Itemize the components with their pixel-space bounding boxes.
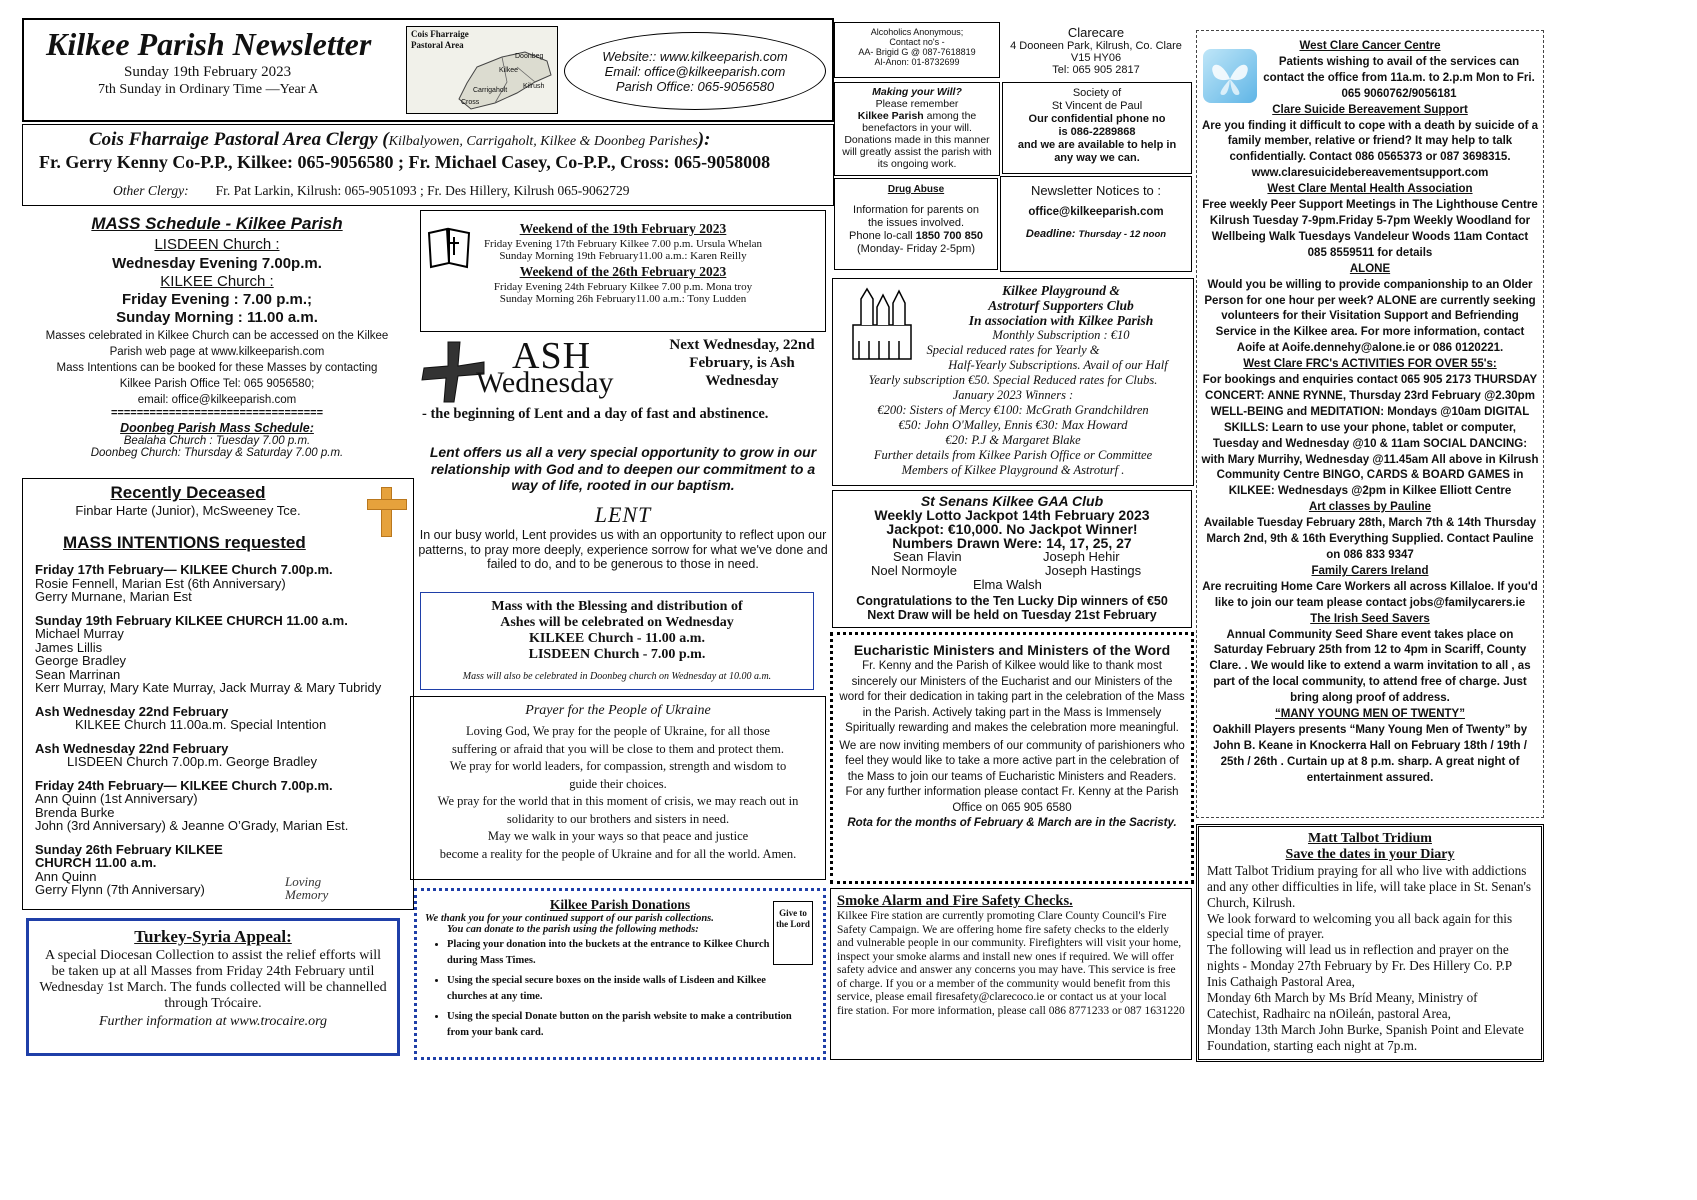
clergy-title: Cois Fharraige Pastoral Area Clergy (Kilbalyowen, Carrigaholt, Kilkee & Doonbeg Parishes): [89, 129, 711, 150]
church-icon [847, 285, 917, 361]
playground-supporters-club [832, 278, 1194, 486]
contact-oval [564, 32, 826, 110]
doonbeg-bealaha: Bealaha Church : Tuesday 7.00 p.m. [123, 435, 311, 447]
parish-office-phone: Parish Office: 065-9056580 [615, 79, 775, 94]
svp-line-1: Society of [1072, 87, 1122, 99]
recently-deceased-names: Finbar Harte (Junior), McSweeney Tce. [75, 503, 301, 518]
alone-title: ALONE [1349, 262, 1391, 275]
intention-entry: Michael Murray [35, 626, 124, 641]
mass-access-note: Masses celebrated in Kilkee Church can be accessed on the Kilkee Parish web page at www.kilkeeparish.com Mass Intentions can be booked for these Masses by contacting Kilkee Parish Office Tel: 065 9056580; email: office@kilkeeparish.com [45, 330, 389, 406]
notices-title: Newsletter Notices to : [1030, 183, 1162, 198]
turkey-syria-title: Turkey-Syria Appeal: [134, 927, 292, 946]
newsletter-date: Sunday 19th February 2023 [124, 64, 292, 80]
other-clergy: Other Clergy: Fr. Pat Larkin, Kilrush: 065-9051093 ; Fr. Des Hillery, Kilrush 065-9062729 [113, 183, 630, 198]
gaa-jackpot: Jackpot: €10,000. No Jackpot Winner! [886, 521, 1138, 537]
intention-entry: Ann Quinn [35, 868, 97, 884]
donation-method: • Placing your donation into the buckets at the entrance to Kilkee Church during Mass Times. [447, 937, 797, 969]
matt-talbot-tridium [1196, 824, 1544, 1062]
newsletter-notices [1000, 176, 1192, 272]
donation-methods [425, 937, 797, 1041]
frc-title: West Clare FRC's ACTIVITIES FOR OVER 55's: [1243, 358, 1497, 371]
map-place-carrigaholt: Carrigaholt [473, 87, 508, 94]
ash-wednesday-section [416, 336, 830, 588]
smoke-alarm-safety [830, 888, 1192, 1060]
map-place-cross: Cross [461, 99, 480, 106]
map-place-kilrush: Kilrush [523, 83, 545, 90]
playground-association: In association with Kilkee Parish [968, 313, 1154, 328]
weekend-2-sunday: Sunday Morning 26h February11.00 a.m.: Tony Ludden [499, 293, 747, 305]
will-title: Making your Will? [872, 86, 962, 98]
weekend-2-friday: Friday Evening 24th February Kilkee 7.00 p.m. Mona troy [493, 281, 753, 293]
kilkee-friday: Friday Evening : 7.00 p.m.; [121, 291, 313, 308]
gaa-lotto-date: Weekly Lotto Jackpot 14th February 2023 [874, 507, 1150, 523]
frc-body: For bookings and enquiries contact 065 905 2173 THURSDAY CONCERT: ANNE RYNNE, Thursday 23rd February @2.30pm WELL-BEING and MEDITATION: Mondays @10am DIGITAL SKILLS: Learn to use your phone, tablet or computer, Tuesday and Wednesday @10 & 11am SOCIAL DANCING: with Mary Murrihy, Wednesday @11.45am All above in Kilrush Community Centre BINGO, CARDS & BOARD GAMES in KILKEE: Wednesdays @2pm in Kilkee Elliott Centre [1201, 374, 1539, 498]
cancer-centre-title: West Clare Cancer Centre [1299, 40, 1441, 52]
trocaire-link[interactable]: Further information at www.trocaire.org [98, 1014, 328, 1029]
intention-entry: George Bradley [35, 653, 127, 668]
family-carers-body: Are recruiting Home Care Workers all across Killaloe. If you'd like to join our team please contact jobs@familycarers.ie [1202, 580, 1538, 609]
co-pp-clergy: Fr. Gerry Kenny Co-P.P., Kilkee: 065-9056580 ; Fr. Michael Casey, Co-P.P., Cross: 065-9058008 [39, 152, 771, 172]
ashes-line-2: Ashes will be celebrated on Wednesday [500, 615, 734, 630]
mass-schedule-title: MASS Schedule - Kilkee Parish [91, 214, 343, 233]
svp-line-6: any way we can. [1054, 152, 1140, 164]
masthead [22, 18, 834, 122]
deceased-panel [22, 478, 414, 910]
ashes-lisdeen-time: LISDEEN Church - 7.00 p.m. [528, 647, 706, 662]
playground-winners-title: January 2023 Winners : [952, 388, 1074, 402]
parish-donations [414, 888, 826, 1060]
intention-entry: LISDEEN Church 7.00p.m. George Bradley [67, 754, 318, 769]
making-your-will [834, 82, 1000, 176]
playground-title-1: Kilkee Playground & [1002, 283, 1120, 298]
intention-heading: Sunday 26th February KILKEE [35, 841, 223, 857]
mental-health-title: West Clare Mental Health Association [1267, 183, 1473, 196]
eucharistic-title: Eucharistic Ministers and Ministers of the Word [853, 642, 1171, 658]
seed-savers-title: The Irish Seed Savers [1310, 612, 1430, 625]
turkey-syria-body: A special Diocesan Collection to assist the relief efforts will be taken up at all Masses from Friday 24th February until Wednesday 1st March. The funds collected will be channelled through Trócaire. [39, 948, 387, 1011]
clarecare-title: Clarecare [1067, 25, 1125, 40]
next-wednesday: Next Wednesday, 22nd February, is Ash Wednesday [669, 337, 815, 389]
ash-wednesday-logo [416, 336, 646, 404]
clarecare [1002, 22, 1190, 80]
aa-title: Alcoholics Anonymous; [870, 27, 964, 37]
wednesday-logo-word: Wednesday [476, 366, 614, 399]
notices-deadline: Deadline: Thursday - 12 noon [1025, 228, 1167, 240]
mental-health-body: Free weekly Peer Support Meetings in The Lighthouse Centre Kilrush Tuesday 7-9pm.Friday 5-7pm Weekly Woodland for Wellbeing Walk Tuesdays Vandeleur Woods 11am Contact 085 8559511 for details [1202, 199, 1538, 259]
kilkee-heading: KILKEE Church : [160, 273, 274, 290]
map-place-kilkee: Kilkee [499, 67, 519, 74]
intention-heading: Friday 17th February— KILKEE Church 7.00p.m. [35, 562, 333, 577]
suicide-support-body: Are you finding it difficult to cope with a death by suicide of a family member, relative or friend? It may help to talk confidentially. Contact 086 0565373 or 087 3698315. www.claresuicidebereavementsupport.com [1201, 119, 1539, 180]
map-place-doonbeg: Doonbeg [515, 53, 544, 60]
intention-entry: Brenda Burke [35, 804, 115, 820]
art-classes-body: Available Tuesday February 28th, March 7th & 14th Thursday March 2nd, 9th & 16th Everything Supplied. Contact Pauline on 086 833 9347 [1203, 517, 1537, 561]
playground-details-1: Further details from Kilkee Parish Office or Committee [873, 448, 1153, 462]
donations-intro-2: You can donate to the parish using the following methods: [447, 924, 699, 935]
weekend-1-friday: Friday Evening 17th February Kilkee 7.00 p.m. Ursula Whelan [483, 238, 763, 250]
pastoral-area-map [406, 26, 558, 114]
many-young-men-body: Oakhill Players presents “Many Young Men of Twenty” by John B. Keane in Knockerra Hall on February 18th / 19th / 25th / 26th . Curtain up at 8 p.m. sharp. A great night of entertainment assured. [1212, 723, 1528, 784]
ukraine-prayer [410, 696, 826, 880]
intention-entry: John (3rd Anniversary) & Jeanne O’Grady, Marian Est. [35, 818, 349, 833]
ukraine-prayer-body: Loving God, We pray for the people of Ukraine, for all those suffering or afraid that you will be close to them and protect them. We pray for world leaders, for compassion, strength and wisdom to guide their choices. We pray for the world that in this moment of crisis, we may reach out in solidarity to our brothers and sisters in need. May we walk in your ways so that peace and justice become a reality for the people of Ukraine and for all the world. Amen. [437, 724, 799, 861]
lent-body: In our busy world, Lent provides us with an opportunity to reflect upon our patterns, to pray more deeply, experience sorrow for what we've done and failed to do, and to be generous to those in need. [418, 528, 828, 571]
readers-rota [420, 210, 826, 332]
clergy-panel [22, 124, 834, 206]
gaa-winner: Noel Normoyle [871, 563, 957, 578]
gaa-next-draw: Next Draw will be held on Tuesday 21st February [867, 608, 1157, 622]
alcoholics-anonymous [834, 22, 1000, 78]
weekend-1-title: Weekend of the 19th February 2023 [519, 221, 727, 236]
family-carers-title: Family Carers Ireland [1311, 564, 1429, 577]
mass-schedule [22, 210, 412, 472]
will-body: Kilkee Parish among the benefactors in your will. Donations made in this manner will greatly assist the parish with its ongoing work. [842, 110, 992, 170]
recently-deceased-title: Recently Deceased [110, 483, 266, 502]
liturgical-week: 7th Sunday in Ordinary Time —Year A [98, 82, 319, 97]
butterfly-icon [1203, 49, 1257, 103]
intention-entry: CHURCH 11.00 a.m. [35, 855, 157, 870]
playground-rates-3: Yearly subscription €50. Special Reduced rates for Clubs. [868, 373, 1158, 387]
eucharistic-contact: For any further information please contact Fr. Kenny at the Parish Office on 065 905 6580 [845, 786, 1179, 814]
alone-body: Would you be willing to provide companionship to an Older Person for one hour per week? ALONE are currently seeking volunteers for their Visitation Support and Befriending Service in the Kilkee area. For more information, contact Aoife at Aoife.dennehy@alone.ie or 086 0120221. [1204, 278, 1536, 355]
gaa-winner: Elma Walsh [973, 577, 1042, 592]
al-anon-contact: Al-Anon: 01-8732699 [874, 57, 960, 67]
talbot-march-6: Monday 6th March by Ms Bríd Meany, Ministry of Catechist, Radhairc na nOileán, pastoral Area, [1207, 990, 1478, 1021]
ukraine-prayer-title: Prayer for the People of Ukraine [525, 703, 711, 718]
lisdeen-time: Wednesday Evening 7.00p.m. [112, 255, 322, 272]
ashes-distribution [420, 592, 814, 690]
doonbeg-church: Doonbeg Church: Thursday & Saturday 7.00 p.m. [90, 447, 344, 459]
drug-abuse-hours: (Monday- Friday 2-5pm) [857, 243, 975, 255]
gaa-winners [833, 550, 1191, 594]
community-notices [1196, 30, 1544, 818]
intention-entry: Kerr Murray, Mary Kate Murray, Jack Murray & Mary Tubridy [35, 680, 382, 695]
cancer-centre-body: Patients wishing to avail of the services can contact the office from 11a.m. to 2.p.m Mon to Fri. 065 9060762/9056181 [1263, 55, 1535, 100]
donations-intro-1: We thank you for your continued support of our parish collections. [425, 913, 714, 924]
newsletter-title: Kilkee Parish Newsletter [46, 26, 372, 62]
gaa-lucky-dip: Congratulations to the Ten Lucky Dip winners of €50 [856, 594, 1168, 608]
playground-title-2: Astroturf Supporters Club [988, 298, 1134, 313]
gaa-winner: Joseph Hastings [1045, 563, 1142, 578]
smoke-alarm-title: Smoke Alarm and Fire Safety Checks. [837, 893, 1073, 909]
eucharistic-rota: Rota for the months of February & March are in the Sacristy. [847, 817, 1177, 829]
talbot-subtitle: Save the dates in your Diary [1285, 846, 1455, 862]
intention-entry: James Lillis [35, 639, 103, 655]
donation-method: • Using the special Donate button on the parish website to make a contribution from your bank card. [447, 1009, 797, 1041]
gaa-numbers: Numbers Drawn Were: 14, 17, 25, 27 [892, 535, 1132, 551]
intention-entry: Rosie Fennell, Marian Est (6th Anniversary) [35, 575, 286, 591]
talbot-title: Matt Talbot Tridium [1308, 831, 1432, 846]
intention-entry: Gerry Flynn (7th Anniversary) [35, 882, 205, 897]
suicide-support-title: Clare Suicide Bereavement Support [1272, 103, 1468, 116]
will-line-1: Please remember [875, 98, 959, 110]
drug-abuse-title: Drug Abuse [887, 184, 945, 195]
aa-contact-brigid: AA- Brigid G @ 087-7618819 [858, 47, 976, 57]
ashes-kilkee-time: KILKEE Church - 11.00 a.m. [529, 631, 705, 646]
map-title: Cois Fharraige Pastoral Area [411, 29, 469, 50]
st-vincent-de-paul [1002, 82, 1192, 174]
intention-entry: Ann Quinn (1st Anniversary) [35, 791, 198, 806]
playground-winner-1: €200: Sisters of Mercy €100: McGrath Grandchildren [877, 403, 1149, 417]
doonbeg-title: Doonbeg Parish Mass Schedule: [120, 421, 314, 435]
butterfly-logo [1203, 49, 1257, 103]
eucharistic-thanks: Fr. Kenny and the Parish of Kilkee would like to thank most sincerely our Ministers of the Eucharist and our Ministers of the word for their dedication in taking part in the celebration of the Mass in the Parish. Actively taking part in the Mass is Immensely Spiritually rewarding and makes the celebration more meaningful. [839, 660, 1185, 734]
clarecare-phone: Tel: 065 905 2817 [1052, 64, 1140, 76]
lisdeen-heading: LISDEEN Church : [154, 236, 280, 253]
svp-line-5: and we are available to help in [1017, 139, 1177, 151]
eucharistic-ministers [830, 632, 1194, 884]
intention-entry: Sean Marrinan [35, 666, 121, 682]
weekend-2-title: Weekend of the 26th February 2023 [519, 264, 727, 279]
drug-abuse-line-1: Information for parents on [853, 204, 979, 216]
intention-entry: KILKEE Church 11.00a.m. Special Intention [75, 717, 327, 732]
kilkee-sunday: Sunday Morning : 11.00 a.m. [116, 309, 318, 326]
intention-heading: Sunday 19th February KILKEE CHURCH 11.00 a.m. [35, 612, 348, 628]
playground-winner-2: €50: John O'Malley, Ennis €30: Max Howard [898, 418, 1128, 432]
donations-title: Kilkee Parish Donations [549, 897, 691, 912]
donation-method: • Using the special secure boxes on the inside walls of Lisdeen and Kilkee churches at any time. [447, 973, 797, 1005]
divider: ================================= [111, 407, 323, 419]
weekend-1-sunday: Sunday Morning 19th February11.00 a.m.: Karen Reilly [499, 250, 747, 262]
map-graphic [407, 27, 557, 113]
playground-rates-1: Special reduced rates for Yearly & [926, 343, 1100, 357]
talbot-intro: Matt Talbot Tridium praying for all who live with addictions and any other difficulties in life, will take place in St. Senan's Church, Kilrush. [1207, 862, 1532, 910]
gaa-title: St Senans Kilkee GAA Club [920, 493, 1104, 509]
many-young-men-title: “MANY YOUNG MEN OF TWENTY” [1275, 708, 1465, 721]
svp-name: St Vincent de Paul [1051, 100, 1143, 112]
talbot-march-13: Monday 13th March John Burke, Spanish Point and Elevate Foundation, starting each night at 7p.m. [1207, 1021, 1524, 1053]
svp-phone: is 086-2289868 [1058, 126, 1136, 138]
notices-email[interactable]: office@kilkeeparish.com [1028, 206, 1164, 218]
ashes-line-1: Mass with the Blessing and distribution of [491, 599, 743, 614]
ashes-doonbeg-note: Mass will also be celebrated in Doonbeg church on Wednesday at 10.00 a.m. [462, 671, 772, 682]
gaa-winner: Joseph Hehir [1043, 549, 1120, 564]
svp-line-3: Our confidential phone no [1028, 113, 1166, 125]
loving-memory-logo: Loving Memory [285, 874, 329, 902]
turkey-syria-appeal [26, 918, 400, 1056]
playground-monthly: Monthly Subscription : €10 [992, 328, 1130, 342]
gaa-winner: Sean Flavin [893, 549, 962, 564]
seed-savers-body: Annual Community Seed Share event takes place on Saturday February 25th from 12 to 4pm in Scariff, County Clare. . We would like to extend a warm invitation to all , as part of the local community, to attend free of charge. Just bring along proof of address. [1209, 628, 1531, 705]
aa-contact-label: Contact no's - [889, 37, 945, 47]
ash-logo-word: ASH [512, 336, 592, 377]
drug-abuse-phone: Phone lo-call 1850 700 850 [849, 230, 983, 242]
intention-heading: Ash Wednesday 22nd February [35, 703, 229, 719]
gaa-lotto [832, 490, 1192, 628]
smoke-alarm-body: Kilkee Fire station are currently promoting Clare County Council's Fire Safety Campaign. We are offering home fire safety checks to the elderly and vulnerable people in our community. Firefighters will visit your home, inspect your smoke alarms and install new ones if required. We will offer safety advice and answer any concerns you may have. This service is free of charge. If you or a member of the community would benefit from this service, please email firesafety@clarecoco.ie or contact us at your local fire station. For more information, please call 086 8771233 or 087 1631220 [837, 910, 1185, 1017]
intention-entry: Gerry Murnane, Marian Est [35, 589, 192, 604]
talbot-leaders: The following will lead us in reflection and prayer on the nights - Monday 27th February by Fr. Des Hillery Co. P.P Inis Cathaigh Pastoral Area, [1207, 942, 1512, 990]
bible-icon [425, 223, 473, 271]
art-classes-title: Art classes by Pauline [1308, 501, 1432, 514]
lent-beginning: - the beginning of Lent and a day of fast and abstinence. [422, 406, 769, 422]
mass-intentions-title: MASS INTENTIONS requested [63, 533, 306, 552]
email-link[interactable]: Email: office@kilkeeparish.com [604, 64, 786, 79]
lent-title: LENT [594, 502, 652, 527]
playground-winner-3: €20: P.J & Margaret Blake [945, 433, 1081, 447]
eucharistic-invite: We are now inviting members of our community of parishioners who feel they would like to take a more active part in the celebration of the Mass to join our teams of Eucharistic Ministers and Readers. [839, 739, 1185, 783]
drug-abuse-line-2: the issues involved. [868, 217, 964, 229]
give-to-the-lord-logo: Give to the Lord [773, 901, 813, 965]
intention-heading: Ash Wednesday 22nd February [35, 740, 229, 756]
clarecare-eircode: V15 HY06 [1070, 52, 1122, 64]
playground-rates-2: Half-Yearly Subscriptions. Avail of our Half [948, 358, 1168, 372]
drug-abuse [834, 178, 998, 270]
intentions-list [35, 553, 407, 897]
talbot-welcome: We look forward to welcoming you all back again for this special time of prayer. [1207, 910, 1513, 942]
cross-icon [367, 487, 405, 535]
lent-offers: Lent offers us all a very special opportunity to grow in our relationship with God and to deepen our commitment to a way of life, rooted in our baptism. [429, 444, 817, 493]
playground-details-2: Members of Kilkee Playground & Astroturf . [901, 463, 1125, 477]
clarecare-address: 4 Dooneen Park, Kilrush, Co. Clare [1010, 40, 1182, 52]
intention-heading: Friday 24th February— KILKEE Church 7.00p.m. [35, 777, 333, 793]
website-link[interactable]: Website:: www.kilkeeparish.com [602, 49, 788, 64]
